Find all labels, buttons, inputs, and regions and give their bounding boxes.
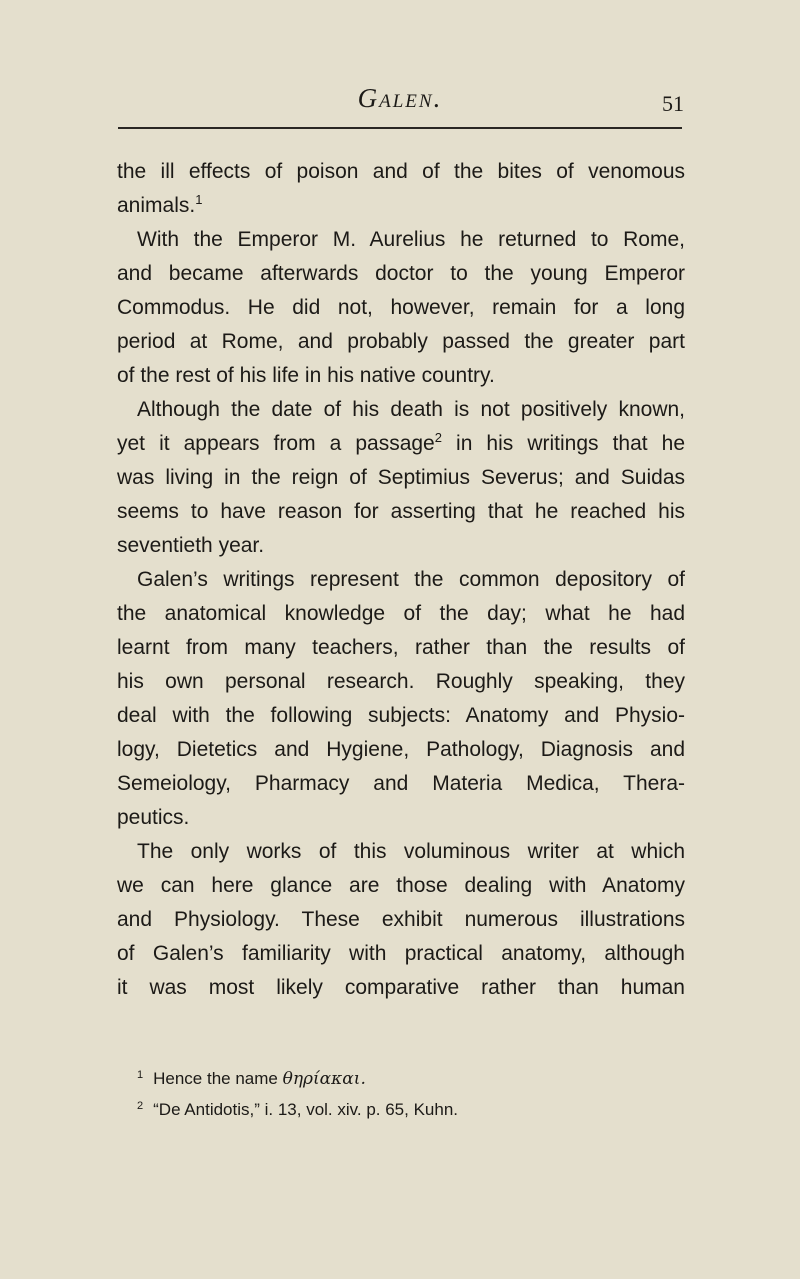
running-title: Galen.	[357, 83, 443, 113]
footnote-greek-word: θηρίακαι.	[282, 1069, 366, 1089]
text-line	[117, 359, 685, 393]
text-line	[117, 155, 685, 189]
line-text: Galen’s writings represent the common depository of	[137, 568, 685, 591]
line-text: and Physiology. These exhibit numerous illustrations	[117, 908, 685, 931]
text-line	[117, 631, 685, 665]
text-line	[117, 699, 685, 733]
line-text: Commodus. He did not, however, remain for a long	[117, 296, 685, 319]
text-line	[117, 937, 685, 971]
line-text: seventieth year.	[117, 534, 265, 557]
text-line	[117, 529, 685, 563]
header-rule	[118, 127, 682, 129]
text-line	[117, 223, 685, 257]
line-text: deal with the following subjects: Anatomy and Physio-	[117, 704, 685, 727]
text-line	[117, 495, 685, 529]
footnote-text: Hence the name	[153, 1069, 283, 1088]
line-text: animals.	[117, 194, 196, 217]
line-text: it was most likely comparative rather than human	[117, 976, 685, 999]
text-line	[117, 767, 685, 801]
text-line	[117, 325, 685, 359]
line-text: learnt from many teachers, rather than the results of	[117, 636, 685, 659]
text-line	[117, 291, 685, 325]
line-text: we can here glance are those dealing with Anatomy	[117, 874, 685, 897]
line-text: Although the date of his death is not positively known,	[137, 398, 685, 421]
line-text: logy, Dietetics and Hygiene, Pathology, Diagnosis and	[117, 738, 685, 761]
footnote-reference: 1	[195, 192, 203, 207]
text-line	[117, 189, 685, 223]
text-line	[117, 257, 685, 291]
footnote-mark: 1	[137, 1069, 144, 1081]
text-line	[117, 597, 685, 631]
line-text: was living in the reign of Septimius Severus; and Suidas	[117, 466, 685, 489]
running-head	[120, 82, 684, 122]
line-text: the anatomical knowledge of the day; what he had	[117, 602, 685, 625]
footnotes	[137, 1062, 697, 1123]
text-line	[117, 427, 685, 461]
line-text: yet it appears from a passage	[117, 432, 435, 455]
page-number: 51	[662, 91, 684, 116]
line-text: period at Rome, and probably passed the greater part	[117, 330, 685, 353]
line-text: his own personal research. Roughly speaking, they	[117, 670, 685, 693]
text-line	[117, 563, 685, 597]
text-line	[117, 665, 685, 699]
line-text: With the Emperor M. Aurelius he returned to Rome,	[137, 228, 685, 251]
text-line	[117, 393, 685, 427]
line-text: of the rest of his life in his native country.	[117, 364, 495, 387]
line-text: of Galen’s familiarity with practical anatomy, although	[117, 942, 685, 965]
text-line	[117, 461, 685, 495]
text-line	[117, 801, 685, 835]
footnote-mark: 2	[137, 1100, 144, 1112]
line-text: and became afterwards doctor to the young Emperor	[117, 262, 685, 285]
footnote-2	[137, 1093, 697, 1123]
footnote-reference: 2	[434, 430, 442, 445]
footnote-1	[137, 1062, 697, 1093]
footnote-text: “De Antidotis,” i. 13, vol. xiv. p. 65, Kuhn.	[153, 1100, 459, 1119]
line-text: The only works of this voluminous writer at which	[137, 840, 685, 863]
text-line	[117, 733, 685, 767]
line-text: the ill effects of poison and of the bites of venomous	[117, 160, 685, 183]
body-text	[117, 155, 685, 1005]
text-line	[117, 903, 685, 937]
line-text: Semeiology, Pharmacy and Materia Medica, Thera-	[117, 772, 685, 795]
text-line	[117, 835, 685, 869]
line-text: peutics.	[117, 806, 190, 829]
text-line	[117, 869, 685, 903]
line-text-continued: in his writings that he	[441, 432, 686, 455]
line-text: seems to have reason for asserting that he reached his	[117, 500, 685, 523]
text-line	[117, 971, 685, 1005]
